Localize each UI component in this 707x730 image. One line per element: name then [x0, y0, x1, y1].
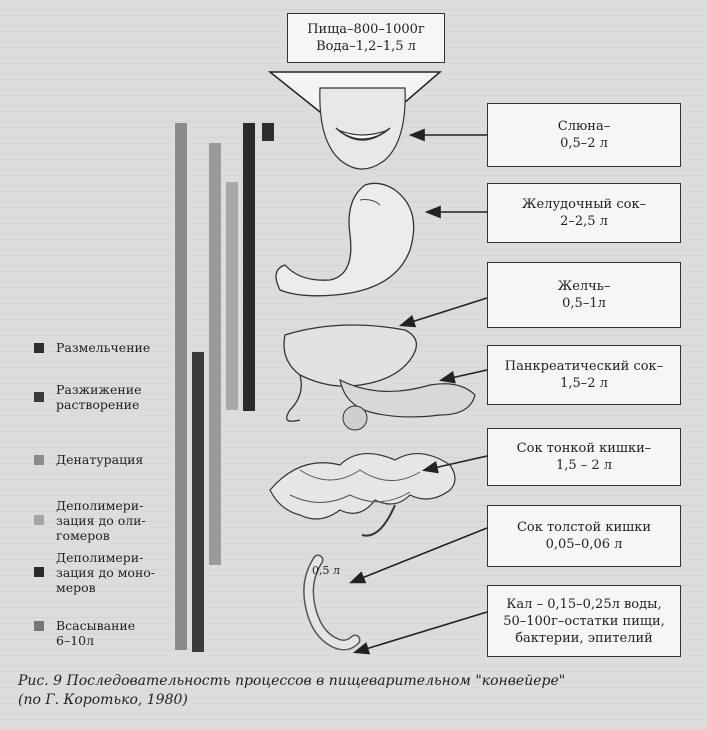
- legend-label: 6–10л: [56, 633, 95, 648]
- secretion-name: Сок толстой кишки: [516, 520, 652, 535]
- legend-label: Разжижение: [56, 382, 142, 397]
- caption-source: (по Г. Коротько, 1980): [18, 692, 188, 708]
- secretion-amount: 0,5–2 л: [560, 136, 608, 151]
- small-intestine-illustration: [270, 454, 455, 536]
- secretion-amount: 0,5–1л: [562, 296, 606, 311]
- legend-swatch: [34, 392, 44, 402]
- arrow-large-intestine-juice: [352, 528, 487, 582]
- legend-label: Деполимери-: [56, 550, 144, 565]
- liver-illustration: [284, 325, 475, 430]
- output-line: 50–100г–остатки пищи,: [503, 613, 665, 629]
- legend-label: меров: [56, 580, 96, 595]
- caption-title: Рис. 9 Последовательность процессов в пищеварительном "конвейере": [18, 673, 566, 689]
- legend-label: растворение: [56, 397, 140, 412]
- secretion-amount: 0,05–0,06 л: [545, 537, 623, 552]
- arrow-pancreatic-juice: [442, 370, 487, 380]
- secretion-amount: 1,5–2 л: [560, 376, 608, 391]
- secretion-name: Сок тонкой кишки–: [516, 441, 652, 456]
- output-line: бактерии, эпителий: [515, 630, 653, 646]
- legend-swatch: [34, 343, 44, 353]
- figure-caption: [18, 672, 698, 710]
- bile-box: [487, 262, 681, 328]
- saliva-box: [487, 103, 681, 167]
- large-intestine-juice-box: [487, 505, 681, 567]
- legend-label: Денатурация: [56, 452, 144, 467]
- legend-label: зация до оли-: [56, 513, 146, 528]
- legend-label: гомеров: [56, 528, 110, 543]
- secretion-name: Слюна–: [557, 119, 611, 134]
- food-water-input-box: [287, 13, 445, 63]
- secretion-name: Панкреатический сок–: [504, 359, 664, 374]
- secretion-amount: 1,5 – 2 л: [555, 458, 613, 473]
- secretion-amount: 2–2,5 л: [560, 214, 608, 229]
- arrow-feces: [356, 612, 487, 652]
- output-line: Кал – 0,15–0,25л воды,: [506, 596, 662, 612]
- pancreatic-juice-box: [487, 345, 681, 405]
- legend-label: Деполимери-: [56, 498, 144, 513]
- legend-swatch: [34, 515, 44, 525]
- arrow-bile: [402, 298, 487, 325]
- colon-volume-label: 0,5 л: [312, 564, 340, 577]
- legend-swatch: [34, 567, 44, 577]
- legend-label: зация до моно-: [56, 565, 156, 580]
- gastric-juice-box: [487, 183, 681, 243]
- small-intestine-juice-box: [487, 428, 681, 486]
- secretion-name: Желудочный сок–: [521, 197, 647, 212]
- legend-label: Размельчение: [56, 340, 151, 355]
- water-amount: Вода–1,2–1,5 л: [316, 39, 416, 54]
- legend-swatch: [34, 621, 44, 631]
- legend-swatch: [34, 455, 44, 465]
- stomach-illustration: [276, 183, 414, 295]
- legend-label: Всасывание: [56, 618, 136, 633]
- food-amount: Пища–800–1000г: [307, 22, 425, 37]
- feces-output-box: [487, 585, 681, 657]
- secretion-name: Желчь–: [557, 279, 611, 294]
- face-illustration: [320, 88, 405, 169]
